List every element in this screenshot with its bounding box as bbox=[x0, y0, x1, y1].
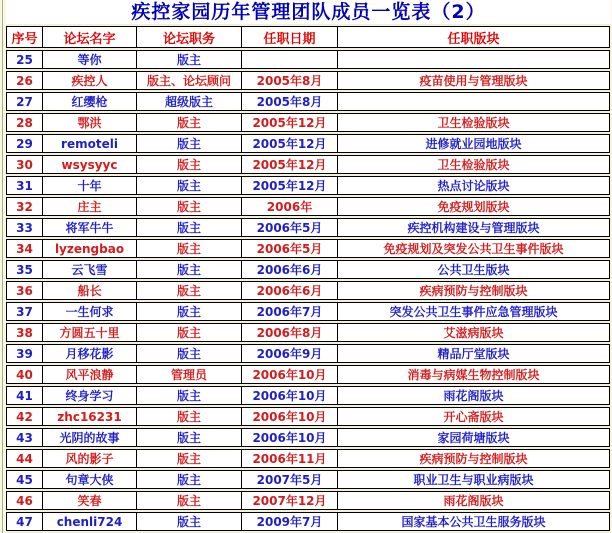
cell-appointment-date: 2006年5月 bbox=[241, 218, 337, 237]
cell-forum-role: 管理员 bbox=[136, 365, 241, 384]
cell-serial: 26 bbox=[6, 71, 42, 90]
table-row bbox=[6, 260, 610, 279]
cell-appointment-date: 2005年12月 bbox=[241, 155, 337, 174]
cell-appointment-date: 2005年8月 bbox=[241, 71, 337, 90]
cell-section: 疫苗使用与管理版块 bbox=[337, 71, 610, 90]
cell-forum-name: 一生何求 bbox=[42, 302, 136, 321]
cell-serial: 40 bbox=[6, 365, 42, 384]
table-row bbox=[6, 428, 610, 447]
cell-forum-role: 版主 bbox=[136, 407, 241, 426]
cell-serial: 28 bbox=[6, 113, 42, 132]
cell-forum-name: 句章大侠 bbox=[42, 470, 136, 489]
cell-forum-name: 鄂洪 bbox=[42, 113, 136, 132]
cell-forum-name: 方圆五十里 bbox=[42, 323, 136, 342]
table-row bbox=[6, 386, 610, 405]
cell-serial: 44 bbox=[6, 449, 42, 468]
header-forum-role: 论坛职务 bbox=[136, 26, 241, 48]
cell-serial: 36 bbox=[6, 281, 42, 300]
table-row bbox=[6, 50, 610, 69]
sheet-gridline-left bbox=[2, 0, 3, 533]
cell-appointment-date: 2005年12月 bbox=[241, 134, 337, 153]
header-section: 任职版块 bbox=[337, 26, 610, 48]
cell-forum-role: 版主 bbox=[136, 428, 241, 447]
cell-serial: 45 bbox=[6, 470, 42, 489]
cell-forum-role: 版主 bbox=[136, 113, 241, 132]
cell-serial: 37 bbox=[6, 302, 42, 321]
cell-section bbox=[337, 92, 610, 111]
cell-forum-role: 版主 bbox=[136, 470, 241, 489]
cell-forum-name: 疾控人 bbox=[42, 71, 136, 90]
cell-serial: 30 bbox=[6, 155, 42, 174]
cell-forum-name: 云飞雪 bbox=[42, 260, 136, 279]
cell-section: 进修就业园地版块 bbox=[337, 134, 610, 153]
cell-appointment-date: 2007年12月 bbox=[241, 491, 337, 510]
cell-serial: 27 bbox=[6, 92, 42, 111]
table-row bbox=[6, 470, 610, 489]
table-row bbox=[6, 323, 610, 342]
header-serial: 序号 bbox=[6, 26, 42, 48]
cell-serial: 41 bbox=[6, 386, 42, 405]
cell-forum-name: 庄主 bbox=[42, 197, 136, 216]
cell-appointment-date: 2006年8月 bbox=[241, 323, 337, 342]
table-row bbox=[6, 176, 610, 195]
cell-appointment-date: 2005年12月 bbox=[241, 176, 337, 195]
table-row bbox=[6, 71, 610, 90]
cell-serial: 43 bbox=[6, 428, 42, 447]
cell-forum-name: 船长 bbox=[42, 281, 136, 300]
cell-serial: 33 bbox=[6, 218, 42, 237]
cell-forum-role: 版主 bbox=[136, 323, 241, 342]
header-forum-name: 论坛名字 bbox=[42, 26, 136, 48]
cell-forum-role: 版主 bbox=[136, 134, 241, 153]
cell-section: 热点讨论版块 bbox=[337, 176, 610, 195]
cell-forum-name: 笑春 bbox=[42, 491, 136, 510]
table-row bbox=[6, 344, 610, 363]
cell-forum-role: 版主 bbox=[136, 197, 241, 216]
table-row bbox=[6, 113, 610, 132]
cell-serial: 42 bbox=[6, 407, 42, 426]
cell-forum-name: 将军牛牛 bbox=[42, 218, 136, 237]
cell-serial: 47 bbox=[6, 512, 42, 531]
cell-section: 艾滋病版块 bbox=[337, 323, 610, 342]
cell-appointment-date: 2006年10月 bbox=[241, 386, 337, 405]
table-row bbox=[6, 197, 610, 216]
cell-forum-name: 红缨枪 bbox=[42, 92, 136, 111]
table-row bbox=[6, 407, 610, 426]
cell-forum-role: 版主 bbox=[136, 155, 241, 174]
table-row bbox=[6, 155, 610, 174]
cell-serial: 29 bbox=[6, 134, 42, 153]
cell-appointment-date: 2006年5月 bbox=[241, 239, 337, 258]
members-table bbox=[6, 24, 610, 533]
cell-forum-role: 超级版主 bbox=[136, 92, 241, 111]
table-body bbox=[6, 50, 610, 531]
cell-section: 卫生检验版块 bbox=[337, 155, 610, 174]
cell-appointment-date: 2005年8月 bbox=[241, 92, 337, 111]
cell-forum-role: 版主 bbox=[136, 302, 241, 321]
cell-serial: 35 bbox=[6, 260, 42, 279]
cell-appointment-date: 2006年6月 bbox=[241, 281, 337, 300]
cell-appointment-date: 2006年 bbox=[241, 197, 337, 216]
cell-forum-name: 月移花影 bbox=[42, 344, 136, 363]
cell-serial: 32 bbox=[6, 197, 42, 216]
cell-forum-role: 版主 bbox=[136, 512, 241, 531]
cell-section: 雨花阁版块 bbox=[337, 491, 610, 510]
cell-forum-name: lyzengbao bbox=[42, 239, 136, 258]
cell-forum-role: 版主 bbox=[136, 386, 241, 405]
cell-forum-name: zhc16231 bbox=[42, 407, 136, 426]
cell-section: 疾控机构建设与管理版块 bbox=[337, 218, 610, 237]
cell-serial: 31 bbox=[6, 176, 42, 195]
cell-appointment-date: 2006年10月 bbox=[241, 407, 337, 426]
table-row bbox=[6, 365, 610, 384]
cell-forum-name: 光阴的故事 bbox=[42, 428, 136, 447]
cell-appointment-date: 2009年7月 bbox=[241, 512, 337, 531]
cell-forum-name: remoteli bbox=[42, 134, 136, 153]
cell-serial: 39 bbox=[6, 344, 42, 363]
cell-forum-role: 版主 bbox=[136, 260, 241, 279]
cell-appointment-date: 2006年6月 bbox=[241, 260, 337, 279]
cell-section: 疾病预防与控制版块 bbox=[337, 449, 610, 468]
cell-forum-role: 版主 bbox=[136, 491, 241, 510]
table-row bbox=[6, 302, 610, 321]
cell-forum-role: 版主 bbox=[136, 344, 241, 363]
cell-section: 开心斋版块 bbox=[337, 407, 610, 426]
cell-serial: 38 bbox=[6, 323, 42, 342]
cell-serial: 25 bbox=[6, 50, 42, 69]
cell-serial: 46 bbox=[6, 491, 42, 510]
cell-appointment-date: 2006年9月 bbox=[241, 344, 337, 363]
cell-appointment-date bbox=[241, 50, 337, 69]
cell-section: 公共卫生版块 bbox=[337, 260, 610, 279]
cell-section: 免疫规划及突发公共卫生事件版块 bbox=[337, 239, 610, 258]
header-date: 任职日期 bbox=[241, 26, 337, 48]
cell-forum-name: 风平浪静 bbox=[42, 365, 136, 384]
table-row bbox=[6, 134, 610, 153]
cell-section: 国家基本公共卫生服务版块 bbox=[337, 512, 610, 531]
cell-section: 雨花阁版块 bbox=[337, 386, 610, 405]
cell-section: 疾病预防与控制版块 bbox=[337, 281, 610, 300]
cell-section: 职业卫生与职业病版块 bbox=[337, 470, 610, 489]
table-row bbox=[6, 512, 610, 531]
cell-section: 消毒与病媒生物控制版块 bbox=[337, 365, 610, 384]
table-row bbox=[6, 92, 610, 111]
cell-forum-role: 版主 bbox=[136, 176, 241, 195]
header-row bbox=[6, 26, 610, 48]
cell-appointment-date: 2006年7月 bbox=[241, 302, 337, 321]
table-row bbox=[6, 491, 610, 510]
cell-forum-name: 终身学习 bbox=[42, 386, 136, 405]
table-row bbox=[6, 239, 610, 258]
members-table-wrap bbox=[6, 24, 611, 533]
cell-section: 卫生检验版块 bbox=[337, 113, 610, 132]
table-row bbox=[6, 281, 610, 300]
cell-appointment-date: 2005年12月 bbox=[241, 113, 337, 132]
cell-forum-name: chenli724 bbox=[42, 512, 136, 531]
cell-forum-name: wsysyyc bbox=[42, 155, 136, 174]
cell-appointment-date: 2007年5月 bbox=[241, 470, 337, 489]
cell-forum-name: 十年 bbox=[42, 176, 136, 195]
cell-section: 免疫规划版块 bbox=[337, 197, 610, 216]
cell-forum-role: 版主 bbox=[136, 239, 241, 258]
cell-forum-role: 版主 bbox=[136, 218, 241, 237]
cell-forum-role: 版主 bbox=[136, 449, 241, 468]
cell-appointment-date: 2006年11月 bbox=[241, 449, 337, 468]
page-title: 疾控家园历年管理团队成员一览表（2） bbox=[6, 0, 611, 24]
cell-forum-name: 风的影子 bbox=[42, 449, 136, 468]
cell-appointment-date: 2006年10月 bbox=[241, 365, 337, 384]
cell-section: 家园荷塘版块 bbox=[337, 428, 610, 447]
cell-forum-name: 等你 bbox=[42, 50, 136, 69]
table-row bbox=[6, 449, 610, 468]
cell-forum-role: 版主 bbox=[136, 281, 241, 300]
cell-serial: 34 bbox=[6, 239, 42, 258]
cell-section: 突发公共卫生事件应急管理版块 bbox=[337, 302, 610, 321]
cell-section bbox=[337, 50, 610, 69]
cell-forum-role: 版主、论坛顾问 bbox=[136, 71, 241, 90]
table-row bbox=[6, 218, 610, 237]
cell-appointment-date: 2006年10月 bbox=[241, 428, 337, 447]
cell-section: 精品厅堂版块 bbox=[337, 344, 610, 363]
cell-forum-role: 版主 bbox=[136, 50, 241, 69]
